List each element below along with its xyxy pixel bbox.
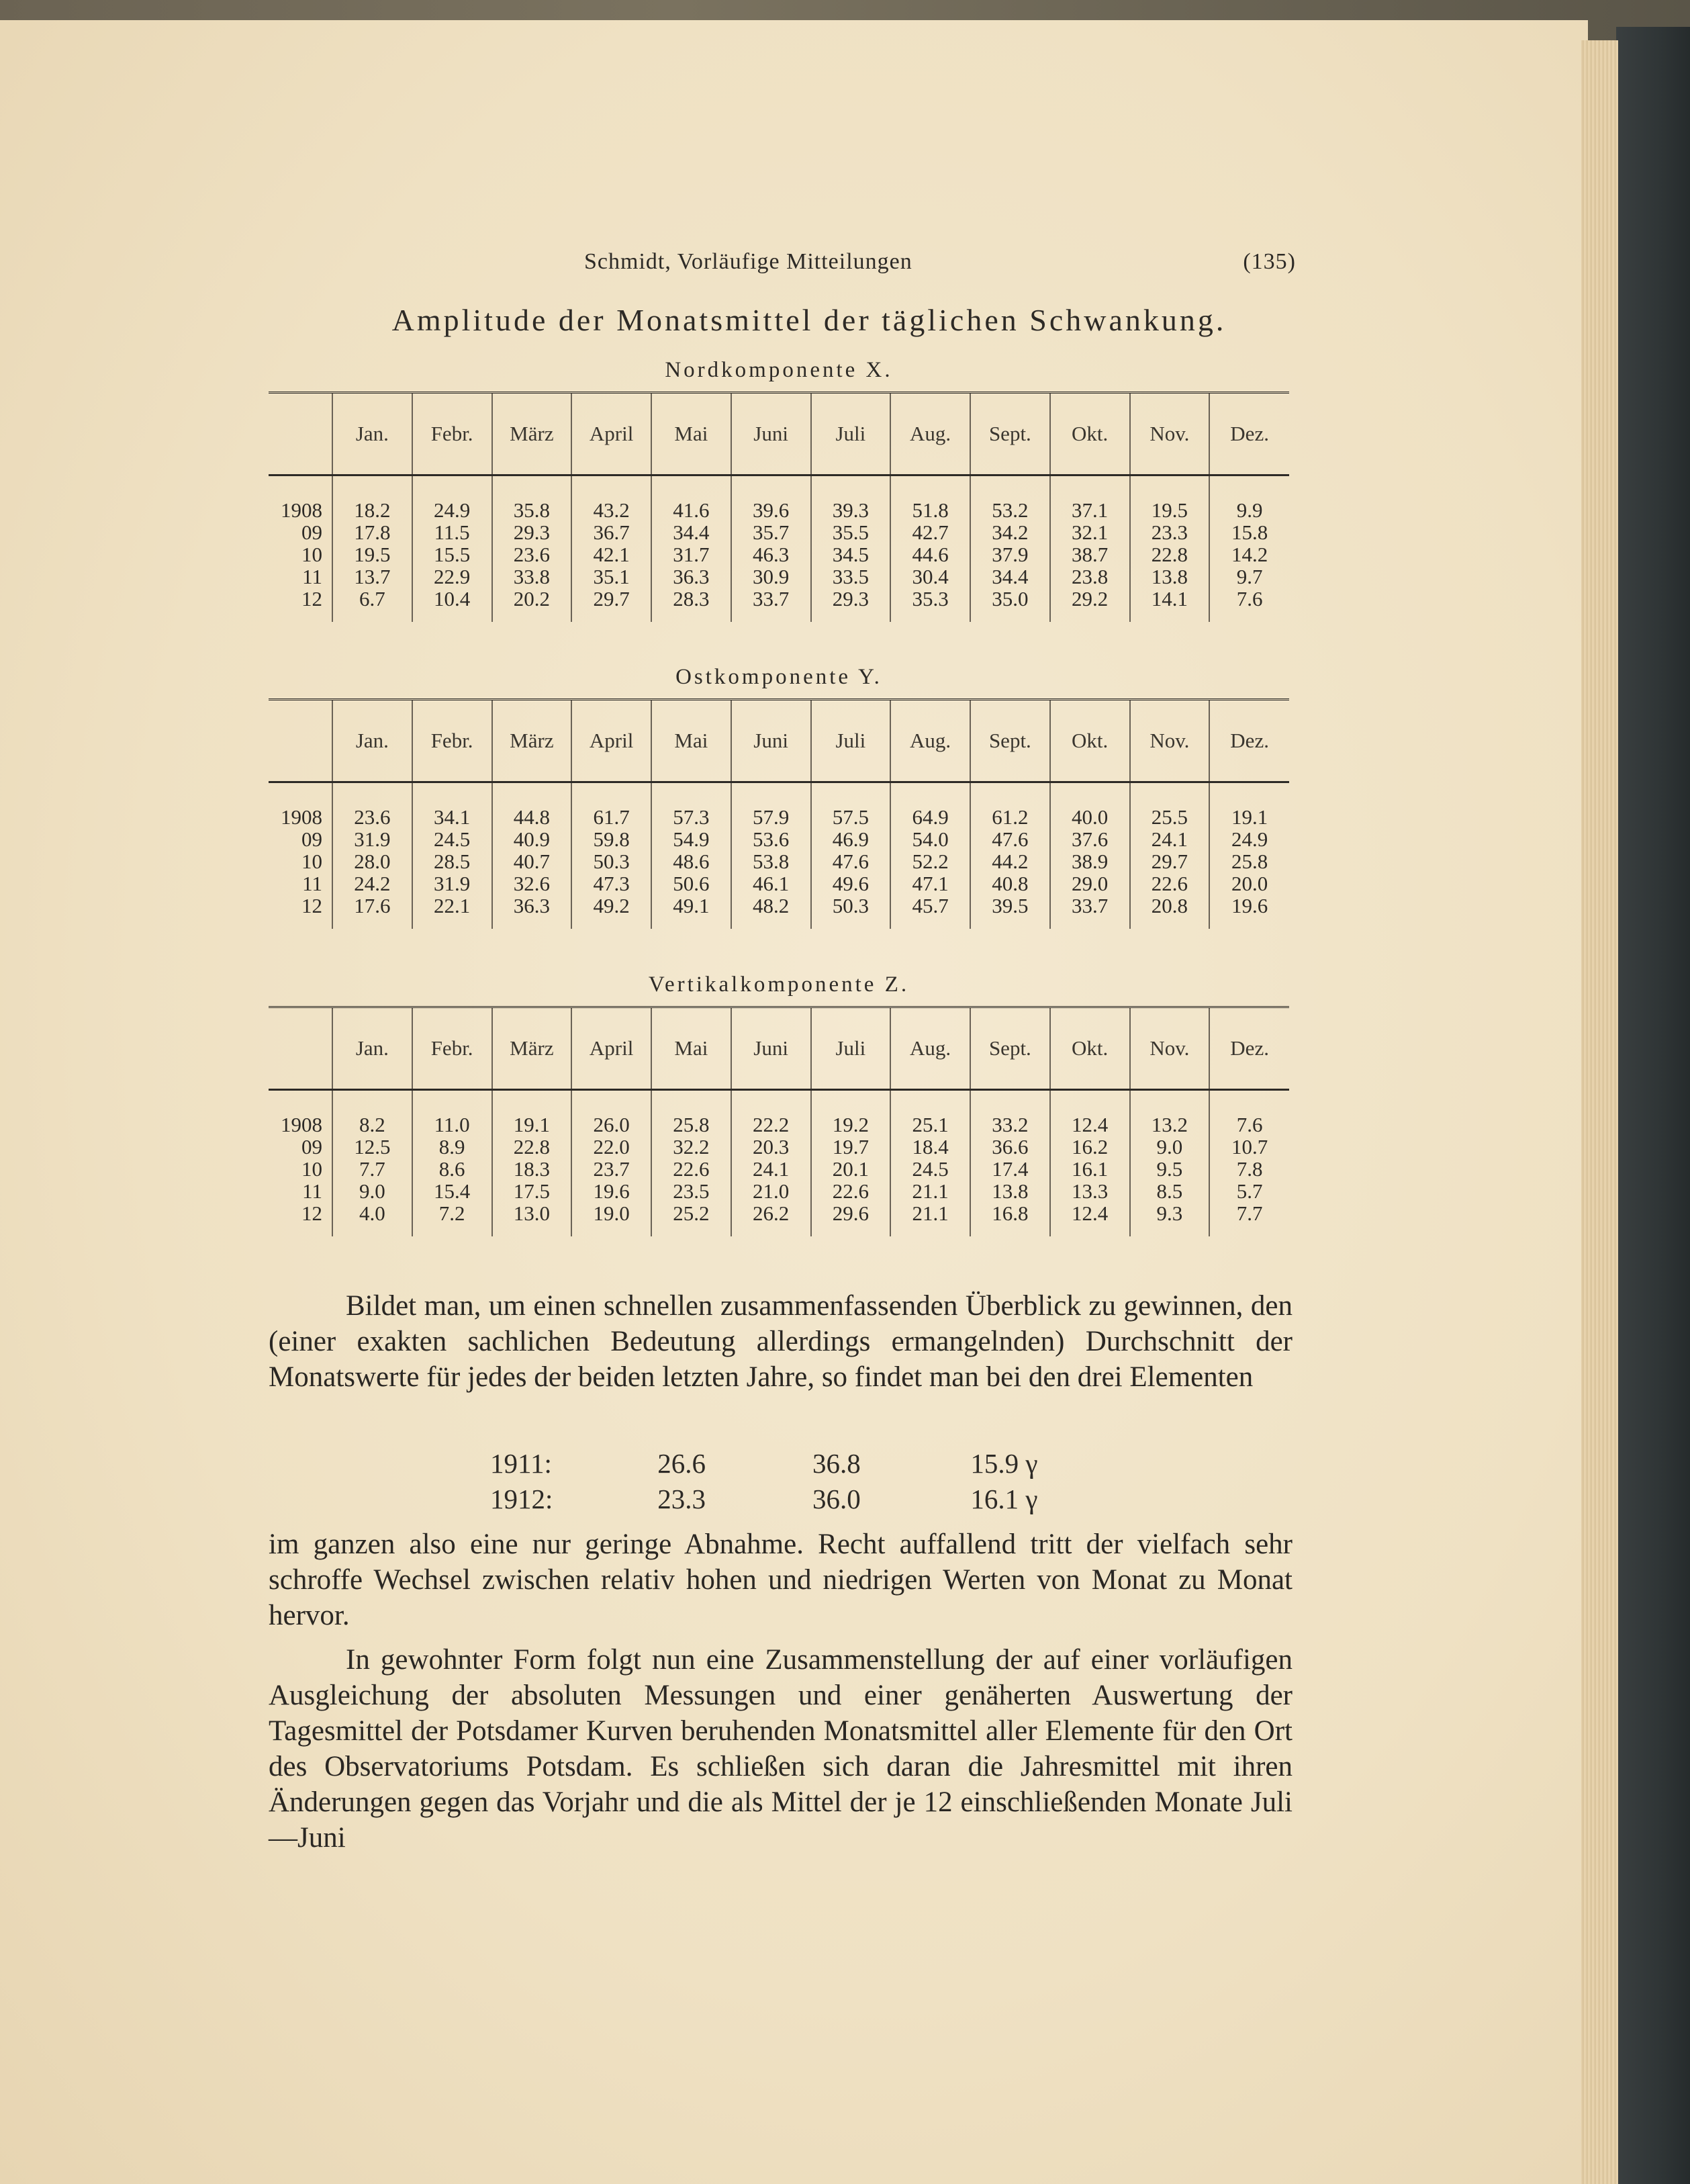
- year-cell: 11: [302, 565, 322, 588]
- month-header: Juni: [731, 700, 811, 782]
- table-row: [269, 895, 1289, 929]
- value-cell: 32.6: [492, 872, 572, 895]
- value-cell: 22.6: [1130, 872, 1210, 895]
- month-header: Sept.: [970, 700, 1050, 782]
- value-cell: 23.3: [1130, 521, 1210, 543]
- value-cell: 25.8: [1209, 850, 1289, 872]
- value-cell: 40.7: [492, 850, 572, 872]
- value-cell: 29.7: [571, 588, 651, 622]
- value-cell: 11.0: [412, 1090, 492, 1136]
- table-row: [269, 1158, 1289, 1180]
- value-cell: 36.3: [492, 895, 572, 929]
- value-cell: 22.8: [1130, 543, 1210, 565]
- value-cell: 50.6: [651, 872, 731, 895]
- value-cell: 10.4: [412, 588, 492, 622]
- value-cell: 23.8: [1050, 565, 1130, 588]
- value-cell: 42.7: [890, 521, 970, 543]
- month-header: Nov.: [1130, 393, 1210, 475]
- year-cell: 09: [301, 827, 322, 851]
- value-cell: 35.3: [890, 588, 970, 622]
- average-row-1912: [490, 1482, 1094, 1517]
- month-header: März: [492, 393, 572, 475]
- month-header: Mai: [651, 1007, 731, 1090]
- value-cell: 29.6: [811, 1202, 891, 1236]
- value-cell: 47.3: [571, 872, 651, 895]
- page-number: (135): [1243, 249, 1296, 274]
- value-cell: 46.9: [811, 828, 891, 850]
- value-cell: 42.1: [571, 543, 651, 565]
- month-header: Dez.: [1209, 393, 1289, 475]
- value-cell: 23.6: [492, 543, 572, 565]
- table-row: [269, 543, 1289, 565]
- month-header: Okt.: [1050, 1007, 1130, 1090]
- average-z: 15.9 γ: [970, 1448, 1038, 1479]
- value-cell: 25.8: [651, 1090, 731, 1136]
- value-cell: 11.5: [412, 521, 492, 543]
- month-header: Juni: [731, 1007, 811, 1090]
- value-cell: 24.2: [332, 872, 412, 895]
- value-cell: 37.9: [970, 543, 1050, 565]
- year-cell: 10: [301, 1157, 322, 1181]
- value-cell: 24.1: [731, 1158, 811, 1180]
- value-cell: 35.5: [811, 521, 891, 543]
- year-cell: 09: [301, 520, 322, 544]
- year-cell: 10: [301, 543, 322, 566]
- month-header: Aug.: [890, 393, 970, 475]
- month-header: Jan.: [332, 1007, 412, 1090]
- value-cell: 31.9: [412, 872, 492, 895]
- year-cell: 09: [301, 1135, 322, 1158]
- value-cell: 19.5: [1130, 475, 1210, 522]
- month-header: Sept.: [970, 1007, 1050, 1090]
- value-cell: 20.0: [1209, 872, 1289, 895]
- table-row: [269, 828, 1289, 850]
- value-cell: 5.7: [1209, 1180, 1289, 1202]
- value-cell: 57.5: [811, 782, 891, 829]
- value-cell: 40.9: [492, 828, 572, 850]
- value-cell: 22.2: [731, 1090, 811, 1136]
- month-header: März: [492, 1007, 572, 1090]
- value-cell: 12.5: [332, 1136, 412, 1158]
- value-cell: 17.4: [970, 1158, 1050, 1180]
- value-cell: 18.4: [890, 1136, 970, 1158]
- value-cell: 23.7: [571, 1158, 651, 1180]
- value-cell: 34.4: [651, 521, 731, 543]
- month-header: Juli: [811, 1007, 891, 1090]
- value-cell: 38.7: [1050, 543, 1130, 565]
- value-cell: 20.1: [811, 1158, 891, 1180]
- month-header: Mai: [651, 393, 731, 475]
- year-cell: 12: [301, 587, 322, 610]
- value-cell: 9.7: [1209, 565, 1289, 588]
- value-cell: 9.5: [1130, 1158, 1210, 1180]
- value-cell: 49.2: [571, 895, 651, 929]
- value-cell: 16.2: [1050, 1136, 1130, 1158]
- year-cell: 1908: [281, 805, 322, 829]
- value-cell: 23.5: [651, 1180, 731, 1202]
- value-cell: 40.8: [970, 872, 1050, 895]
- value-cell: 17.5: [492, 1180, 572, 1202]
- value-cell: 34.2: [970, 521, 1050, 543]
- value-cell: 25.5: [1130, 782, 1210, 829]
- value-cell: 7.6: [1209, 1090, 1289, 1136]
- value-cell: 19.7: [811, 1136, 891, 1158]
- month-header: Febr.: [412, 1007, 492, 1090]
- year-cell: 11: [302, 1179, 322, 1203]
- paragraph-conclusion: im ganzen also eine nur geringe Abnahme. Recht auffallend tritt der vielfach sehr schroffe Wechsel zwischen relativ hohen und niedrigen Werten von Monat zu Monat hervor.: [269, 1529, 1293, 1631]
- month-header: April: [571, 700, 651, 782]
- table-row: [269, 872, 1289, 895]
- value-cell: 47.6: [970, 828, 1050, 850]
- value-cell: 57.9: [731, 782, 811, 829]
- value-cell: 37.1: [1050, 475, 1130, 522]
- value-cell: 24.5: [412, 828, 492, 850]
- value-cell: 39.3: [811, 475, 891, 522]
- value-cell: 16.8: [970, 1202, 1050, 1236]
- value-cell: 36.7: [571, 521, 651, 543]
- value-cell: 18.2: [332, 475, 412, 522]
- value-cell: 19.0: [571, 1202, 651, 1236]
- value-cell: 57.3: [651, 782, 731, 829]
- value-cell: 28.5: [412, 850, 492, 872]
- value-cell: 33.7: [731, 588, 811, 622]
- value-cell: 19.2: [811, 1090, 891, 1136]
- value-cell: 19.6: [571, 1180, 651, 1202]
- value-cell: 7.6: [1209, 588, 1289, 622]
- value-cell: 20.8: [1130, 895, 1210, 929]
- value-cell: 36.6: [970, 1136, 1050, 1158]
- value-cell: 53.2: [970, 475, 1050, 522]
- month-header: März: [492, 700, 572, 782]
- average-x: 26.6: [657, 1448, 706, 1479]
- value-cell: 16.1: [1050, 1158, 1130, 1180]
- value-cell: 61.7: [571, 782, 651, 829]
- value-cell: 22.0: [571, 1136, 651, 1158]
- value-cell: 7.7: [332, 1158, 412, 1180]
- value-cell: 7.2: [412, 1202, 492, 1236]
- month-header: Febr.: [412, 700, 492, 782]
- value-cell: 35.8: [492, 475, 572, 522]
- value-cell: 61.2: [970, 782, 1050, 829]
- value-cell: 29.3: [811, 588, 891, 622]
- running-head: [584, 242, 1296, 282]
- year-cell: 12: [301, 1201, 322, 1225]
- value-cell: 9.0: [332, 1180, 412, 1202]
- value-cell: 13.8: [1130, 565, 1210, 588]
- value-cell: 21.1: [890, 1180, 970, 1202]
- table-row: [269, 782, 1289, 829]
- value-cell: 44.2: [970, 850, 1050, 872]
- value-cell: 35.1: [571, 565, 651, 588]
- value-cell: 22.9: [412, 565, 492, 588]
- value-cell: 8.6: [412, 1158, 492, 1180]
- value-cell: 19.6: [1209, 895, 1289, 929]
- value-cell: 22.1: [412, 895, 492, 929]
- table-row: [269, 565, 1289, 588]
- paragraph-summary: Bildet man, um einen schnellen zusammenfassenden Überblick zu gewinnen, den (einer exakten sachlichen Bedeutung allerdings ermangelnden) Durchschnitt der Monatswerte für jedes der beiden letzten Jahre, so findet man bei den drei Elementen: [269, 1290, 1293, 1393]
- value-cell: 22.6: [651, 1158, 731, 1180]
- value-cell: 50.3: [571, 850, 651, 872]
- month-header: Jan.: [332, 700, 412, 782]
- value-cell: 32.2: [651, 1136, 731, 1158]
- average-y: 36.8: [812, 1448, 861, 1479]
- value-cell: 47.1: [890, 872, 970, 895]
- value-cell: 54.0: [890, 828, 970, 850]
- table-row: [269, 1136, 1289, 1158]
- average-x: 23.3: [657, 1484, 706, 1514]
- book-cover-edge: [1616, 27, 1690, 2184]
- value-cell: 48.6: [651, 850, 731, 872]
- month-header: Aug.: [890, 1007, 970, 1090]
- table-row: [269, 1090, 1289, 1136]
- value-cell: 8.2: [332, 1090, 412, 1136]
- value-cell: 14.2: [1209, 543, 1289, 565]
- value-cell: 44.6: [890, 543, 970, 565]
- value-cell: 34.5: [811, 543, 891, 565]
- average-y: 36.0: [812, 1484, 861, 1514]
- value-cell: 29.3: [492, 521, 572, 543]
- header-corner: [269, 700, 332, 782]
- value-cell: 17.8: [332, 521, 412, 543]
- year-cell: 10: [301, 850, 322, 873]
- value-cell: 13.3: [1050, 1180, 1130, 1202]
- value-cell: 13.7: [332, 565, 412, 588]
- value-cell: 19.1: [492, 1090, 572, 1136]
- value-cell: 35.7: [731, 521, 811, 543]
- value-cell: 26.0: [571, 1090, 651, 1136]
- amplitude-table-z: [269, 1006, 1289, 1236]
- month-header: Febr.: [412, 393, 492, 475]
- value-cell: 21.1: [890, 1202, 970, 1236]
- table-row: [269, 1180, 1289, 1202]
- value-cell: 49.1: [651, 895, 731, 929]
- month-header: Jan.: [332, 393, 412, 475]
- value-cell: 14.1: [1130, 588, 1210, 622]
- value-cell: 29.0: [1050, 872, 1130, 895]
- value-cell: 52.2: [890, 850, 970, 872]
- month-header: Aug.: [890, 700, 970, 782]
- value-cell: 28.0: [332, 850, 412, 872]
- month-header: Juli: [811, 700, 891, 782]
- value-cell: 18.3: [492, 1158, 572, 1180]
- value-cell: 7.7: [1209, 1202, 1289, 1236]
- month-header: Juli: [811, 393, 891, 475]
- average-row-1911: [490, 1446, 1094, 1482]
- value-cell: 8.9: [412, 1136, 492, 1158]
- value-cell: 36.3: [651, 565, 731, 588]
- header-corner: [269, 393, 332, 475]
- value-cell: 33.5: [811, 565, 891, 588]
- value-cell: 25.1: [890, 1090, 970, 1136]
- average-z: 16.1 γ: [970, 1484, 1038, 1514]
- value-cell: 21.0: [731, 1180, 811, 1202]
- value-cell: 17.6: [332, 895, 412, 929]
- value-cell: 20.3: [731, 1136, 811, 1158]
- value-cell: 44.8: [492, 782, 572, 829]
- value-cell: 34.4: [970, 565, 1050, 588]
- value-cell: 30.9: [731, 565, 811, 588]
- year-cell: 12: [301, 894, 322, 917]
- value-cell: 9.9: [1209, 475, 1289, 522]
- value-cell: 25.2: [651, 1202, 731, 1236]
- value-cell: 24.5: [890, 1158, 970, 1180]
- table-heading-y: Ostkomponente Y.: [675, 665, 882, 689]
- table-row: [269, 521, 1289, 543]
- average-year: 1912:: [490, 1484, 553, 1514]
- value-cell: 37.6: [1050, 828, 1130, 850]
- month-header: Nov.: [1130, 1007, 1210, 1090]
- value-cell: 54.9: [651, 828, 731, 850]
- value-cell: 59.8: [571, 828, 651, 850]
- value-cell: 32.1: [1050, 521, 1130, 543]
- table-heading-z: Vertikalkomponente Z.: [648, 972, 910, 997]
- header-corner: [269, 1007, 332, 1090]
- month-header: Okt.: [1050, 700, 1130, 782]
- table-header-row: [269, 700, 1289, 782]
- page-edges: [1581, 40, 1618, 2184]
- value-cell: 19.5: [332, 543, 412, 565]
- table-row: [269, 588, 1289, 622]
- value-cell: 34.1: [412, 782, 492, 829]
- value-cell: 47.6: [811, 850, 891, 872]
- value-cell: 43.2: [571, 475, 651, 522]
- value-cell: 35.0: [970, 588, 1050, 622]
- month-header: April: [571, 393, 651, 475]
- value-cell: 53.6: [731, 828, 811, 850]
- value-cell: 9.3: [1130, 1202, 1210, 1236]
- year-cell: 1908: [281, 498, 322, 522]
- value-cell: 4.0: [332, 1202, 412, 1236]
- value-cell: 10.7: [1209, 1136, 1289, 1158]
- table-row: [269, 475, 1289, 522]
- table-header-row: [269, 1007, 1289, 1090]
- table-row: [269, 850, 1289, 872]
- table-heading-x: Nordkomponente X.: [665, 358, 893, 382]
- month-header: Sept.: [970, 393, 1050, 475]
- value-cell: 7.8: [1209, 1158, 1289, 1180]
- value-cell: 41.6: [651, 475, 731, 522]
- value-cell: 31.7: [651, 543, 731, 565]
- value-cell: 22.8: [492, 1136, 572, 1158]
- value-cell: 50.3: [811, 895, 891, 929]
- amplitude-table-x: [269, 392, 1289, 622]
- value-cell: 24.1: [1130, 828, 1210, 850]
- value-cell: 15.5: [412, 543, 492, 565]
- month-header: Okt.: [1050, 393, 1130, 475]
- amplitude-table-y: [269, 698, 1289, 929]
- running-head-title: Schmidt, Vorläufige Mitteilungen: [584, 249, 912, 274]
- value-cell: 6.7: [332, 588, 412, 622]
- value-cell: 39.5: [970, 895, 1050, 929]
- value-cell: 12.4: [1050, 1090, 1130, 1136]
- month-header: Nov.: [1130, 700, 1210, 782]
- value-cell: 13.2: [1130, 1090, 1210, 1136]
- year-cell: 11: [302, 872, 322, 895]
- value-cell: 64.9: [890, 782, 970, 829]
- average-year: 1911:: [490, 1448, 552, 1479]
- value-cell: 39.6: [731, 475, 811, 522]
- value-cell: 20.2: [492, 588, 572, 622]
- value-cell: 46.1: [731, 872, 811, 895]
- value-cell: 15.8: [1209, 521, 1289, 543]
- month-header: April: [571, 1007, 651, 1090]
- value-cell: 24.9: [1209, 828, 1289, 850]
- value-cell: 48.2: [731, 895, 811, 929]
- value-cell: 30.4: [890, 565, 970, 588]
- value-cell: 24.9: [412, 475, 492, 522]
- month-header: Dez.: [1209, 700, 1289, 782]
- value-cell: 33.7: [1050, 895, 1130, 929]
- value-cell: 22.6: [811, 1180, 891, 1202]
- year-cell: 1908: [281, 1113, 322, 1136]
- value-cell: 12.4: [1050, 1202, 1130, 1236]
- value-cell: 29.2: [1050, 588, 1130, 622]
- table-row: [269, 1202, 1289, 1236]
- value-cell: 29.7: [1130, 850, 1210, 872]
- value-cell: 38.9: [1050, 850, 1130, 872]
- value-cell: 46.3: [731, 543, 811, 565]
- averages-block: [490, 1446, 1094, 1517]
- value-cell: 45.7: [890, 895, 970, 929]
- page-title: Amplitude der Monatsmittel der täglichen Schwankung.: [391, 303, 1227, 337]
- value-cell: 19.1: [1209, 782, 1289, 829]
- value-cell: 40.0: [1050, 782, 1130, 829]
- value-cell: 13.8: [970, 1180, 1050, 1202]
- month-header: Juni: [731, 393, 811, 475]
- value-cell: 49.6: [811, 872, 891, 895]
- month-header: Dez.: [1209, 1007, 1289, 1090]
- paragraph-next-section: In gewohnter Form folgt nun eine Zusammenstellung der auf einer vorläufigen Ausgleichung der absoluten Messungen und einer genäherten Auswertung der Tagesmittel der Potsdamer Kurven beruhenden Monatsmittel aller Elemente für den Ort des Observatoriums Potsdam. Es schließen sich daran die Jahresmittel mit ihren Änderungen gegen das Vorjahr und die als Mittel der je 12 einschließenden Monate Juli—Juni: [269, 1644, 1293, 1854]
- value-cell: 51.8: [890, 475, 970, 522]
- value-cell: 9.0: [1130, 1136, 1210, 1158]
- value-cell: 23.6: [332, 782, 412, 829]
- table-header-row: [269, 393, 1289, 475]
- value-cell: 53.8: [731, 850, 811, 872]
- value-cell: 33.8: [492, 565, 572, 588]
- value-cell: 28.3: [651, 588, 731, 622]
- value-cell: 26.2: [731, 1202, 811, 1236]
- value-cell: 8.5: [1130, 1180, 1210, 1202]
- value-cell: 33.2: [970, 1090, 1050, 1136]
- value-cell: 13.0: [492, 1202, 572, 1236]
- month-header: Mai: [651, 700, 731, 782]
- value-cell: 15.4: [412, 1180, 492, 1202]
- value-cell: 31.9: [332, 828, 412, 850]
